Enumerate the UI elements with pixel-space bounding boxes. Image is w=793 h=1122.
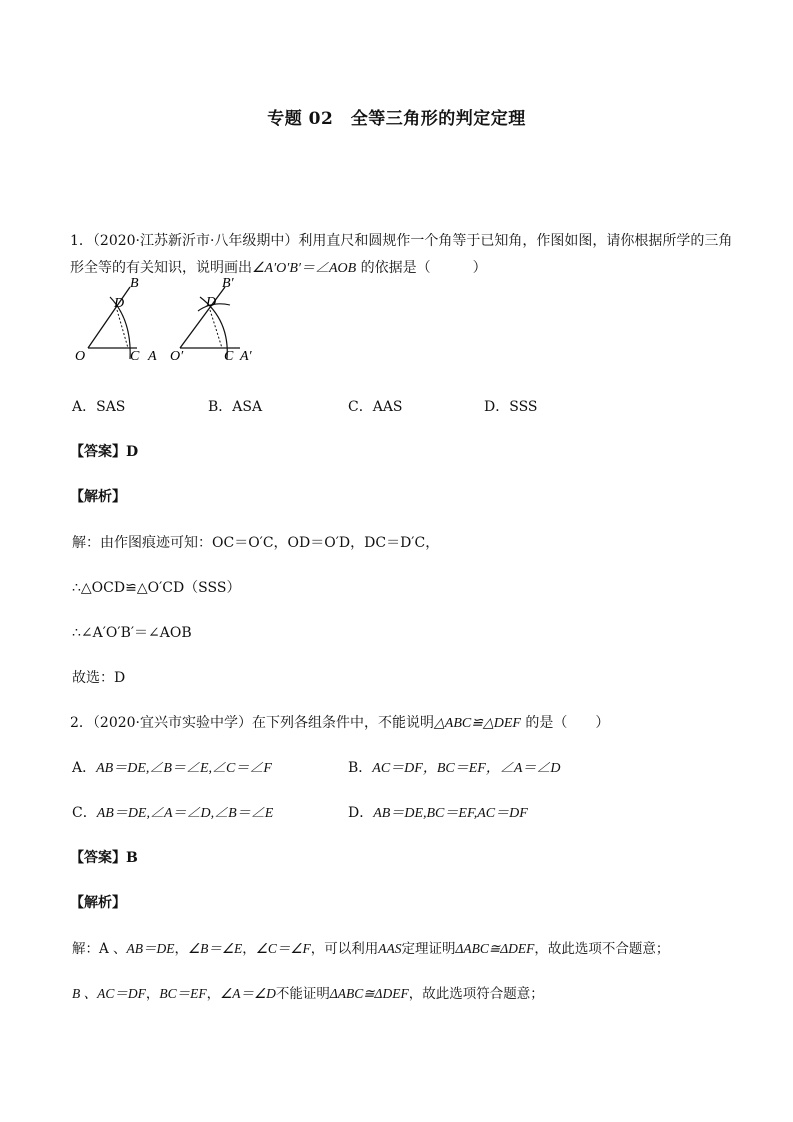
q1-stem-line1: 1．（2020·江苏新沂市·八年级期中）利用直尺和圆规作一个角等于已知角，作图如图，请你根据所学的三角 [70, 233, 733, 249]
q2-sol2-e: ， [206, 986, 221, 1002]
q2-sol2-a: B 、 [72, 986, 98, 1001]
compass-construction-figure [70, 275, 270, 375]
q1-solution-line3: ∴∠A′O′B′＝∠AOB [72, 625, 192, 641]
label-o2: O′ [170, 349, 184, 364]
q1-stem-bracket: 的依据是（ ） [356, 260, 487, 276]
q1-solution-line1: 解：由作图痕迹可知：OC＝O′C，OD＝O′D，DC＝D′C， [72, 535, 440, 551]
q2-option-b-math: AC＝DF，BC＝EF，∠A＝∠D [372, 761, 561, 776]
q1-analysis-label: 【解析】 [70, 489, 126, 505]
q2-sol2-g: 不能证明 [275, 986, 330, 1002]
q2-sol2-h: ΔABC≅ΔDEF [329, 986, 409, 1001]
q2-stem-bracket: 的是（ ） [520, 715, 610, 731]
page-title: 专题 02 全等三角形的判定定理 [267, 109, 526, 129]
q2-sol1-a: 解：A 、 [72, 941, 127, 957]
q2-stem [70, 713, 609, 734]
q2-option-c [72, 803, 273, 824]
q2-stem-text: 2．（2020·宜兴市实验中学）在下列各组条件中，不能说明 [70, 715, 434, 731]
q1-option-d: D．SSS [484, 399, 538, 415]
q2-sol1-i: 定理证明 [401, 941, 456, 957]
q2-answer: 【答案】B [70, 850, 138, 866]
label-c: C [130, 349, 140, 364]
q2-congruence: △ABC≌△DEF [434, 716, 521, 731]
label-a: A [148, 349, 157, 364]
q2-solution-line2 [72, 984, 544, 1004]
q2-solution-line1 [72, 939, 669, 959]
q2-sol1-c: ， [174, 941, 189, 957]
q2-sol1-k: ，故此选项不合题意； [534, 941, 670, 957]
q2-option-b [348, 758, 561, 779]
q2-sol1-e: ， [242, 941, 256, 957]
q2-sol2-f: ∠A＝∠D [220, 986, 276, 1001]
q2-sol2-i: ，故此选项符合题意； [408, 986, 544, 1002]
q2-sol1-g: ，可以利用 [310, 941, 379, 957]
q2-option-b-letter: B． [348, 760, 373, 776]
q2-analysis-label: 【解析】 [70, 895, 126, 911]
q2-sol2-d: BC＝EF [159, 986, 207, 1001]
q2-option-d [348, 803, 528, 824]
q2-sol1-b: AB＝DE [126, 941, 175, 956]
q1-solution-line4: 故选：D [72, 670, 126, 686]
q1-answer: 【答案】D [70, 444, 139, 460]
label-a2: A′ [240, 349, 252, 364]
q2-option-d-letter: D． [348, 805, 374, 821]
q2-sol2-b: AC＝DF [97, 986, 146, 1001]
label-d2: D [206, 295, 217, 310]
q2-option-c-math: AB＝DE,∠A＝∠D,∠B＝∠E [96, 806, 274, 821]
label-b: B [130, 276, 139, 291]
label-c2: C [224, 349, 234, 364]
q1-option-b: B．ASA [208, 399, 263, 415]
q2-sol1-f: ∠C＝∠F [255, 941, 311, 956]
q2-option-a-math: AB＝DE,∠B＝∠E,∠C＝∠F [96, 761, 272, 776]
q1-angle-equation: ∠A′O′B′＝∠AOB [252, 261, 357, 276]
label-o: O [75, 349, 86, 364]
segment-d2c2 [210, 310, 222, 348]
q2-sol1-j: ΔABC≅ΔDEF [455, 941, 535, 956]
q1-solution-line2: ∴△OCD≌△O′CD（SSS） [72, 580, 241, 596]
q2-option-d-math: AB＝DE,BC＝EF,AC＝DF [373, 806, 528, 821]
q2-option-a [72, 758, 272, 779]
q2-sol2-c: ， [145, 986, 160, 1002]
q2-option-a-letter: A． [72, 760, 97, 776]
q1-stem-text: 形全等的有关知识，说明画出 [70, 260, 252, 276]
q1-option-c: C．AAS [348, 399, 403, 415]
label-d: D [114, 296, 125, 311]
q2-option-c-letter: C． [72, 805, 97, 821]
label-b2: B′ [222, 276, 234, 291]
q2-sol1-h: AAS [378, 941, 402, 956]
q1-option-a: A．SAS [72, 399, 126, 415]
q2-sol1-d: ∠B＝∠E [188, 941, 243, 956]
